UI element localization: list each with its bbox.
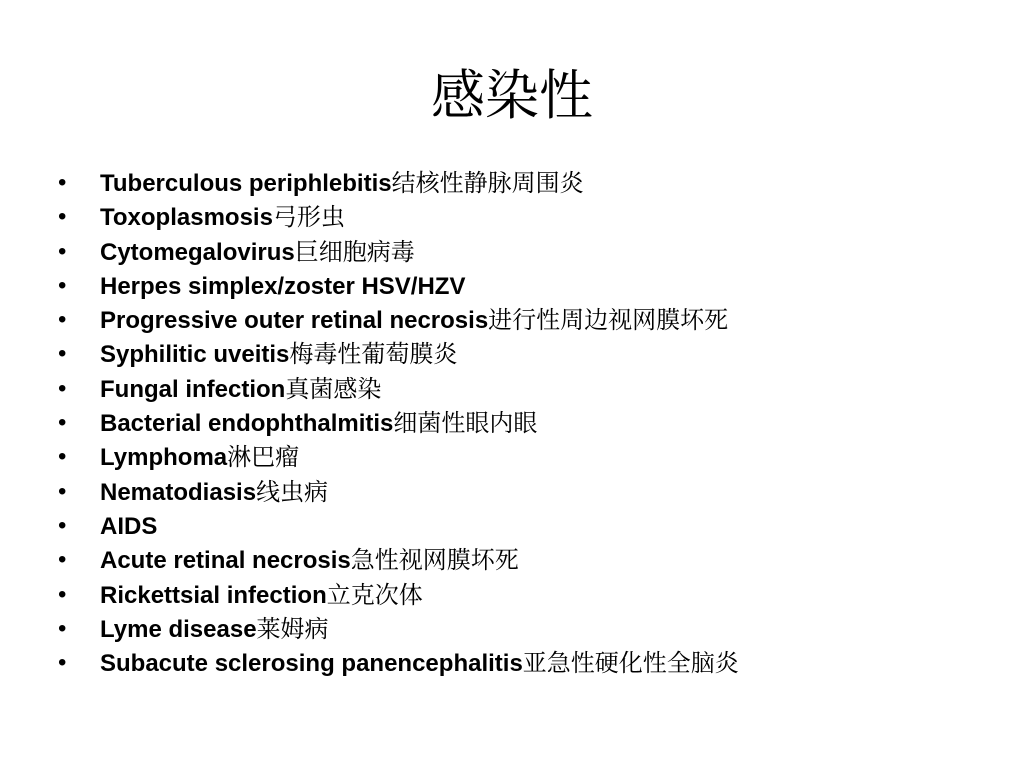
list-item-text (100, 578, 423, 613)
list-item (58, 337, 998, 371)
slide-title: 感染性 (431, 64, 593, 127)
list-item (58, 475, 998, 509)
list-item (58, 578, 998, 612)
list-item (58, 612, 998, 646)
term-chinese: 淋巴瘤 (227, 443, 300, 472)
list-item-text (100, 337, 457, 372)
bullet-icon: • (58, 614, 67, 642)
bullet-icon: • (58, 203, 67, 231)
bullet-icon: • (58, 443, 67, 471)
term-english: Bacterial endophthalmitis (100, 410, 394, 438)
bullet-icon: • (58, 374, 67, 402)
term-english: Herpes simplex/zoster HSV/HZV (100, 272, 466, 300)
list-item (58, 235, 998, 269)
list-item (58, 303, 998, 337)
list-item-text (100, 303, 728, 338)
term-english: Rickettsial infection (100, 581, 327, 609)
term-english: Lyme disease (100, 615, 257, 643)
bullet-icon: • (58, 511, 67, 539)
list-item (58, 543, 998, 577)
term-chinese: 巨细胞病毒 (294, 237, 415, 266)
term-english: Acute retinal necrosis (100, 547, 351, 575)
list-item-text (100, 475, 328, 510)
list-item-text (100, 509, 157, 544)
list-item-text (100, 269, 465, 304)
list-item-text (100, 646, 739, 681)
list-item (58, 166, 998, 200)
bullet-icon: • (58, 649, 67, 677)
list-item-text (100, 440, 299, 475)
term-english: Tuberculous periphlebitis (100, 170, 392, 197)
bullet-icon: • (58, 271, 67, 299)
bullet-icon: • (58, 340, 67, 368)
list-item-text (100, 200, 345, 235)
bullet-icon: • (58, 169, 67, 196)
list-item-text (100, 612, 329, 647)
term-english: AIDS (100, 512, 158, 540)
list-item (58, 509, 998, 543)
list-item-text (100, 166, 584, 201)
term-chinese: 亚急性硬化性全脑炎 (522, 649, 739, 678)
list-item (58, 200, 998, 234)
list-item (58, 646, 998, 680)
list-item (58, 372, 998, 406)
term-english: Syphilitic uveitis (100, 341, 290, 369)
term-english: Lymphoma (100, 444, 228, 472)
term-chinese: 进行性周边视网膜坏死 (488, 306, 729, 335)
term-chinese: 细菌性眼内眼 (393, 409, 538, 438)
term-chinese: 梅毒性葡萄膜炎 (289, 340, 458, 369)
term-english: Progressive outer retinal necrosis (100, 307, 489, 335)
list-item-text (100, 406, 537, 441)
term-chinese: 真菌感染 (285, 374, 382, 403)
bullet-icon: • (58, 409, 67, 437)
term-chinese: 立克次体 (326, 580, 423, 609)
term-english: Cytomegalovirus (100, 238, 295, 266)
list-item (58, 406, 998, 440)
list-item (58, 440, 998, 474)
term-english: Subacute sclerosing panencephalitis (100, 650, 523, 678)
bullet-list (58, 166, 998, 680)
list-item (58, 269, 998, 303)
list-item-text (100, 543, 519, 578)
bullet-icon: • (58, 306, 67, 334)
term-chinese: 急性视网膜坏死 (350, 546, 519, 575)
list-item-text (100, 372, 381, 407)
term-english: Nematodiasis (100, 478, 257, 506)
bullet-icon: • (58, 237, 67, 265)
term-chinese: 莱姆病 (256, 614, 329, 643)
bullet-icon: • (58, 546, 67, 574)
bullet-icon: • (58, 477, 67, 505)
term-chinese: 线虫病 (256, 477, 329, 506)
list-item-text (100, 235, 415, 270)
bullet-icon: • (58, 580, 67, 608)
term-chinese: 弓形虫 (272, 203, 345, 232)
term-english: Toxoplasmosis (100, 204, 273, 232)
term-english: Fungal infection (100, 375, 286, 403)
term-chinese: 结核性静脉周围炎 (391, 169, 584, 197)
